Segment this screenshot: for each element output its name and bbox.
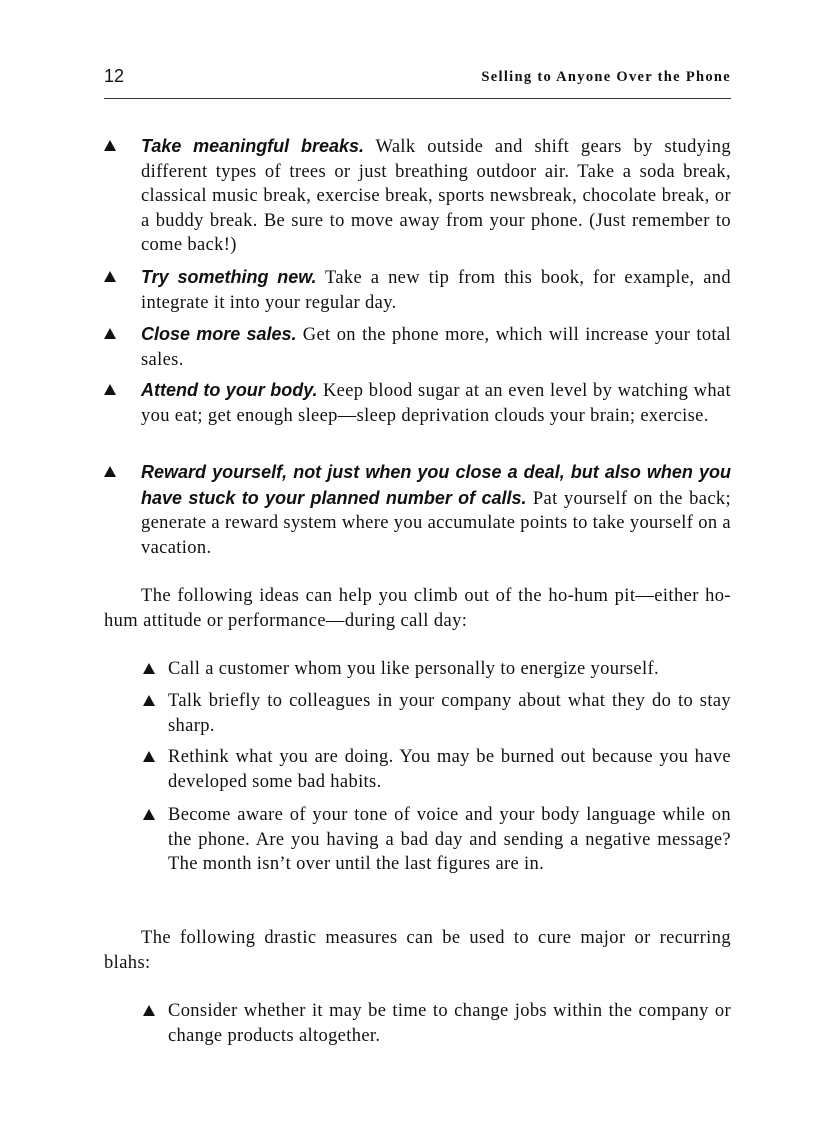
item-body: Take a new tip from this book, for example, and integrate it into your regular day. [141, 268, 731, 313]
triangle-bullet-icon [143, 1005, 155, 1016]
list-item [104, 134, 731, 258]
item-body: Walk outside and shift gears by studying different types of trees or just breathing outdoor air. Take a soda break, classical music break, exercise break, sports newsbreak, chocolate break, or a buddy break. Be sure to move away from your phone. (Just remember to come back!) [141, 137, 731, 255]
item-text: Consider whether it may be time to change jobs within the company or change products altogether. [168, 1001, 731, 1046]
running-head: Selling to Anyone Over the Phone [481, 69, 731, 85]
triangle-bullet-icon [143, 809, 155, 820]
list-item [143, 999, 731, 1048]
page-number: 12 [104, 66, 125, 86]
item-lead: Reward yourself, not just when you close a deal, but also when you have stuck to your planned number of calls. [141, 462, 731, 508]
triangle-bullet-icon [104, 271, 116, 282]
list-item [143, 689, 731, 738]
item-text: Talk briefly to colleagues in your company about what they do to stay sharp. [168, 691, 731, 736]
list-item [143, 657, 731, 682]
triangle-bullet-icon [143, 751, 155, 762]
page-header [104, 64, 731, 99]
list-item [143, 803, 731, 877]
item-body: Get on the phone more, which will increase your total sales. [141, 325, 731, 370]
item-text: Become aware of your tone of voice and your body language while on the phone. Are you having a bad day and sending a negative message? The month isn’t over until the last figures are in. [168, 805, 731, 874]
item-lead: Close more sales. [141, 324, 297, 344]
body-paragraph: The following drastic measures can be used to cure major or recurring blahs: [104, 928, 731, 973]
triangle-bullet-icon [104, 328, 116, 339]
list-item [104, 265, 731, 315]
triangle-bullet-icon [143, 663, 155, 674]
list-item [143, 745, 731, 794]
item-text: Call a customer whom you like personally to energize yourself. [168, 659, 659, 679]
list-item [104, 460, 731, 560]
item-text: Rethink what you are doing. You may be burned out because you have developed some bad habits. [168, 747, 731, 792]
list-item [104, 322, 731, 372]
triangle-bullet-icon [104, 384, 116, 395]
item-lead: Take meaningful breaks. [141, 136, 365, 156]
triangle-bullet-icon [143, 695, 155, 706]
triangle-bullet-icon [104, 140, 116, 151]
item-body: Pat yourself on the back; generate a reward system where you accumulate points to take yourself on a vacation. [141, 488, 731, 558]
item-lead: Try something new. [141, 267, 317, 287]
item-body: Keep blood sugar at an even level by watching what you eat; get enough sleep—sleep deprivation clouds your brain; exercise. [141, 381, 731, 426]
body-paragraph: The following ideas can help you climb out of the ho-hum pit—either ho-hum attitude or performance—during call day: [104, 586, 731, 631]
item-lead: Attend to your body. [141, 380, 318, 400]
list-item [104, 378, 731, 428]
triangle-bullet-icon [104, 466, 116, 477]
